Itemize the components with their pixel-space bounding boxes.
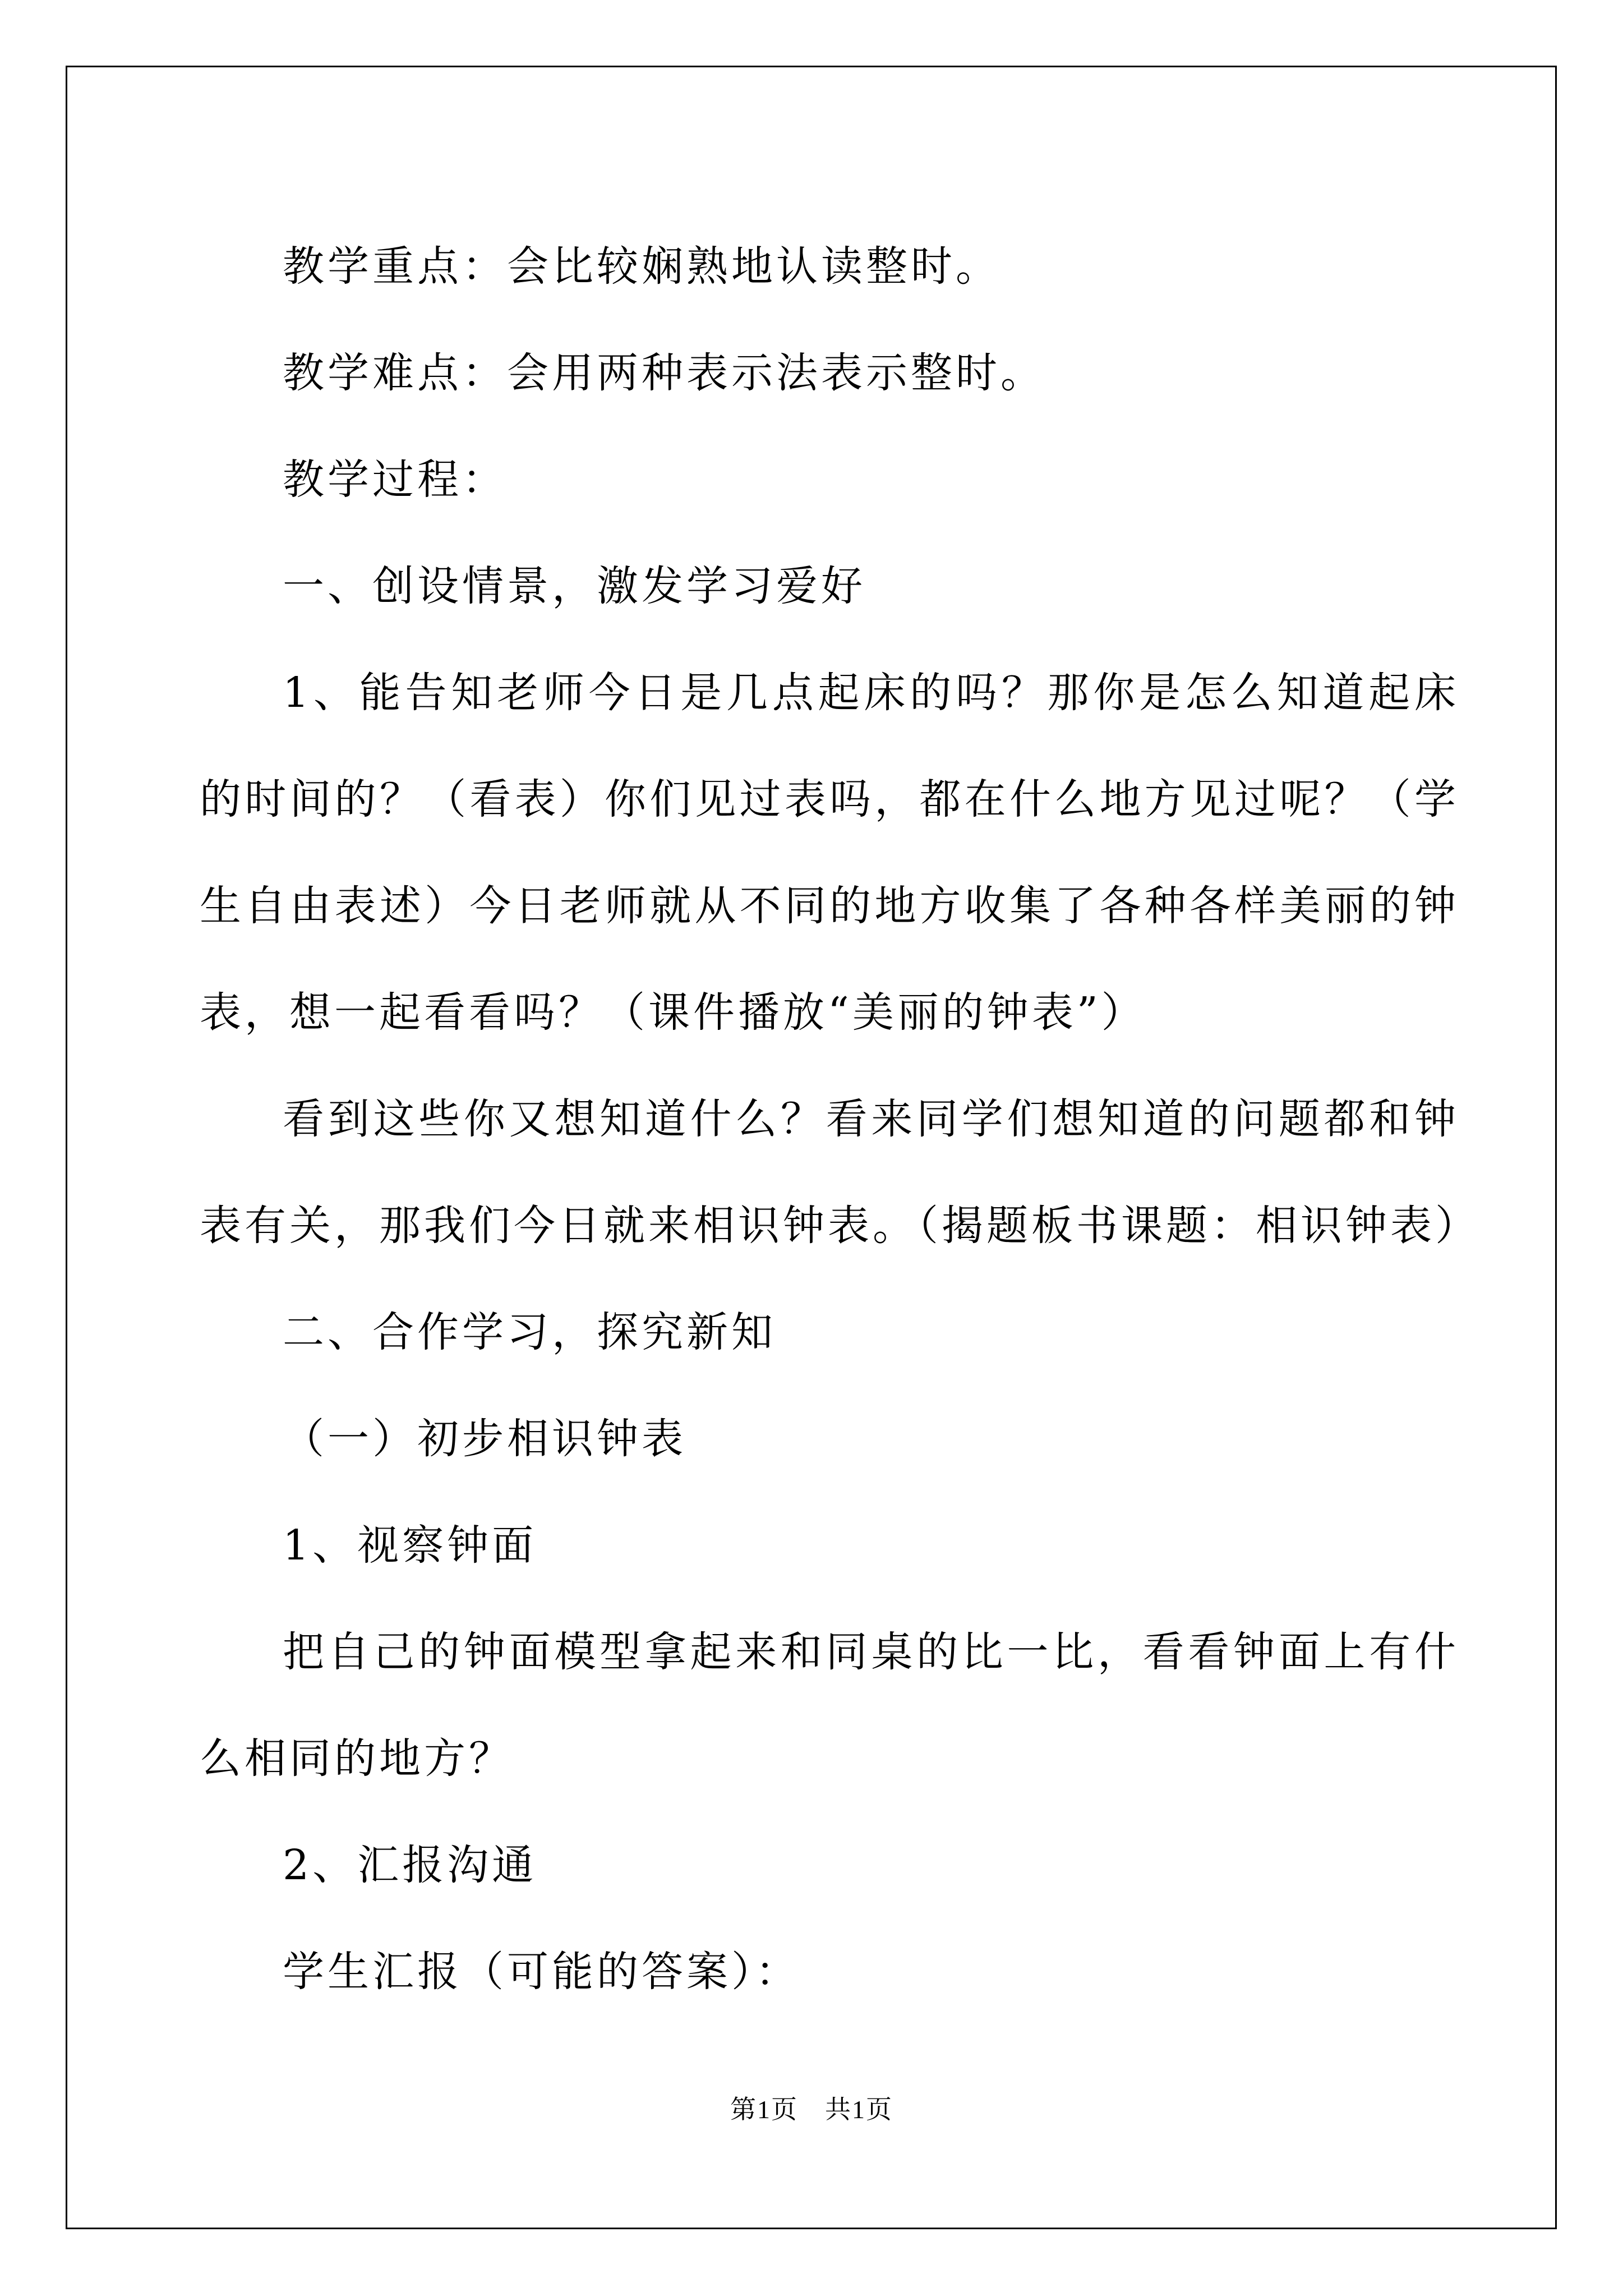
step-heading-observe: 1、视察钟面 xyxy=(283,1521,537,1570)
paragraph-compare-clock: 把自己的钟面模型拿起来和同桌的比一比，看看钟面上有什么相同的地方？ xyxy=(200,1628,1459,1783)
document-body xyxy=(200,213,1480,2025)
paragraph-teaching-process: 教学过程： xyxy=(283,455,507,504)
paragraph-student-report: 学生汇报（可能的答案）： xyxy=(283,1948,800,1996)
section-heading-2: 二、合作学习，探究新知 xyxy=(283,1308,776,1356)
paragraph-teaching-focus: 教学重点：会比较娴熟地认读整时。 xyxy=(283,242,1000,291)
paragraph-question-1: 1、能告知老师今日是几点起床的吗？那你是怎么知道起床的时间的？（看表）你们见过表吗，都在什么地方见过呢？（学生自由表述）今日老师就从不同的地方收集了各种各样美丽的钟表，想一起看看吗？（课件播放“美丽的钟表”） xyxy=(200,669,1459,1037)
paragraph-teaching-difficulty: 教学难点：会用两种表示法表示整时。 xyxy=(283,349,1045,397)
step-heading-report: 2、汇报沟通 xyxy=(283,1841,537,1889)
paragraph-introduce-topic: 看到这些你又想知道什么？看来同学们想知道的问题都和钟表有关，那我们今日就来相识钟表。（揭题板书课题：相识钟表） xyxy=(200,1095,1480,1250)
subsection-heading-1: （一）初步相识钟表 xyxy=(283,1415,686,1463)
section-heading-1: 一、创设情景，激发学习爱好 xyxy=(283,562,866,610)
page-footer: 第1页 共1页 xyxy=(730,2095,893,2124)
